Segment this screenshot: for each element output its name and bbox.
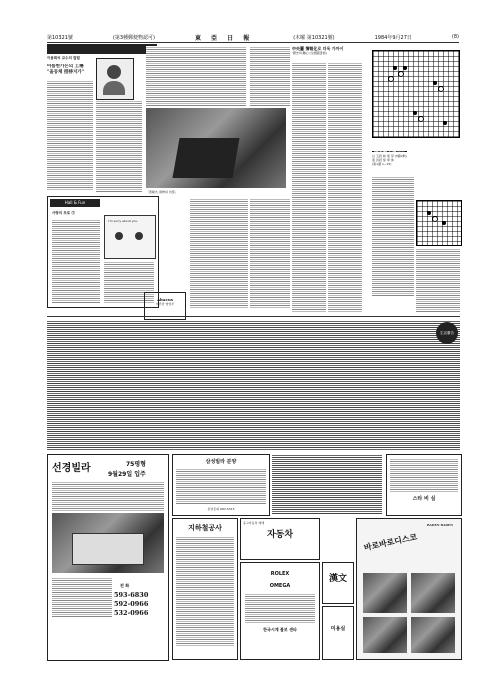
center-article-body-2 bbox=[190, 198, 248, 308]
villa-title: 선경빌라 bbox=[52, 463, 91, 474]
kicker-text: 이용희씨 교수의 칼럼 bbox=[47, 56, 80, 60]
paper-name: 東 亞 日 報 bbox=[194, 34, 254, 42]
go-commentary bbox=[372, 176, 414, 296]
abacus-label: Abacus bbox=[156, 297, 174, 302]
rolex-label: ROLEX bbox=[270, 571, 290, 577]
villa-phone-1: 593-6830 bbox=[114, 591, 149, 599]
go-commentary-2 bbox=[416, 248, 460, 312]
black-stone bbox=[393, 66, 397, 70]
disco-photo-1 bbox=[363, 573, 407, 613]
car-sub: 중고자동차 매매 bbox=[243, 521, 265, 525]
star-ad bbox=[386, 454, 462, 516]
villa-size: 75평형 bbox=[126, 461, 146, 468]
villa-phone-label: 전 화 bbox=[120, 583, 130, 588]
article-left-body bbox=[47, 80, 93, 190]
beauty-title: 미용실 bbox=[330, 626, 346, 632]
author-portrait bbox=[96, 58, 134, 100]
white-stone bbox=[432, 216, 438, 222]
english-lesson-box bbox=[47, 196, 159, 308]
black-stone bbox=[427, 211, 431, 215]
section-banner bbox=[47, 44, 157, 54]
article-left-headline bbox=[47, 64, 93, 78]
go-player-white: 白 五段 林 東 學 (5勝2敗) bbox=[372, 154, 407, 158]
villa-photo bbox=[52, 513, 164, 573]
date-weekday: (木曜 第10321號) bbox=[293, 34, 335, 41]
mid-headline: 中央圖 情報化로 더욱 가까이 bbox=[292, 46, 344, 51]
go-board-1 bbox=[372, 50, 460, 138]
watch-shop: 한국시계 볼보 센타 bbox=[263, 627, 297, 632]
star-ad-title: 스타 비 실 bbox=[412, 496, 436, 502]
mid-article-body-2 bbox=[328, 62, 362, 312]
go-title-bar bbox=[372, 140, 460, 152]
mid-article-headline bbox=[292, 46, 362, 60]
article-left-kicker bbox=[47, 56, 93, 64]
cartoon-figure-2 bbox=[135, 232, 143, 240]
omega-label: OMEGA bbox=[269, 583, 291, 589]
apartment-copy bbox=[176, 468, 266, 504]
portrait-head bbox=[107, 65, 121, 79]
article-left-body-2 bbox=[96, 100, 142, 192]
star-ad-copy bbox=[390, 458, 458, 492]
photo-caption: 「西歐式 建物의 內部」 bbox=[146, 190, 178, 194]
subway-title: 지하철공사 bbox=[188, 524, 222, 532]
villa-building bbox=[72, 533, 144, 565]
car-title: 자동차 bbox=[266, 530, 294, 540]
page-number: (8) bbox=[451, 34, 459, 40]
portrait-body bbox=[103, 81, 125, 95]
english-body bbox=[52, 219, 100, 303]
english-subtitle: 사랑의 프로 ③ bbox=[52, 211, 75, 215]
apartment-title: 삼성빌라 분양 bbox=[205, 459, 237, 465]
disco-photo-3 bbox=[363, 617, 407, 653]
subway-ad bbox=[172, 518, 238, 660]
cartoon-panel bbox=[104, 215, 156, 259]
go-board-2 bbox=[416, 200, 462, 246]
date: 1984年9月27日 bbox=[374, 34, 412, 41]
mid-article-body bbox=[292, 62, 326, 312]
photo-structure bbox=[172, 138, 239, 178]
section-divider bbox=[47, 316, 460, 317]
masthead bbox=[47, 32, 459, 43]
white-stone bbox=[388, 76, 394, 82]
hanmun-ad bbox=[322, 562, 354, 604]
disco-photo-2 bbox=[411, 573, 455, 613]
headline-1: 아름한가든의 工場 bbox=[47, 64, 84, 69]
postal-note: (第3種郵便物認可) bbox=[112, 34, 155, 41]
villa-phone-2: 592-0966 bbox=[114, 600, 149, 608]
disco-ad bbox=[356, 518, 462, 660]
apartment-contact: 분양문의 683-5315 bbox=[207, 507, 235, 511]
mid-subhead: '歷史의 關心'(全國圖書館) bbox=[292, 51, 327, 55]
go-title bbox=[372, 151, 407, 152]
watch-ad bbox=[240, 562, 320, 660]
headline-2: "을동체 招待지가" bbox=[47, 69, 84, 75]
villa-copy bbox=[52, 481, 164, 511]
disco-sub: BADEN BADEN bbox=[427, 523, 454, 527]
subway-copy bbox=[176, 536, 234, 646]
cartoon-figure-1 bbox=[115, 232, 123, 240]
center-article-body bbox=[146, 46, 246, 106]
go-player-black: 黑 四段 徐 奉 洙 bbox=[372, 158, 394, 162]
car-ad bbox=[240, 518, 320, 560]
black-stone bbox=[443, 121, 447, 125]
realty-ads bbox=[272, 454, 382, 514]
apartment-ad bbox=[172, 454, 270, 516]
issue-number: 第10321號 bbox=[47, 34, 73, 41]
disco-photo-4 bbox=[411, 617, 455, 653]
white-stone bbox=[418, 116, 424, 122]
disco-title: 바로바로디스코 bbox=[362, 531, 418, 553]
villa-map bbox=[52, 577, 112, 617]
black-stone bbox=[433, 81, 437, 85]
cartoon-speech: I'm sorry about you. bbox=[108, 219, 139, 223]
article-photo bbox=[146, 108, 286, 188]
white-stone bbox=[438, 86, 444, 92]
white-stone bbox=[398, 71, 404, 77]
center-article-body-3 bbox=[250, 46, 290, 106]
hanmun-title: 漢文 bbox=[328, 574, 347, 584]
black-stone bbox=[403, 66, 407, 70]
english-title: Hall & Fun bbox=[50, 199, 100, 207]
beauty-ad bbox=[322, 606, 354, 660]
classified-label: 生活廣告 bbox=[436, 322, 458, 344]
abacus-sub: 바른한 영업부 bbox=[155, 302, 175, 306]
villa-date: 9월29일 입주 bbox=[108, 471, 146, 478]
go-note: (第1譜 1~15) bbox=[372, 162, 392, 166]
black-stone bbox=[442, 221, 446, 225]
villa-ad bbox=[47, 454, 169, 661]
black-stone bbox=[413, 111, 417, 115]
villa-phones bbox=[114, 591, 148, 618]
classified-ads-grid bbox=[47, 320, 460, 450]
go-players bbox=[372, 154, 460, 174]
villa-phone-3: 532-0966 bbox=[114, 609, 149, 617]
watch-copy bbox=[245, 593, 315, 623]
mid-article-body-3 bbox=[250, 198, 290, 308]
